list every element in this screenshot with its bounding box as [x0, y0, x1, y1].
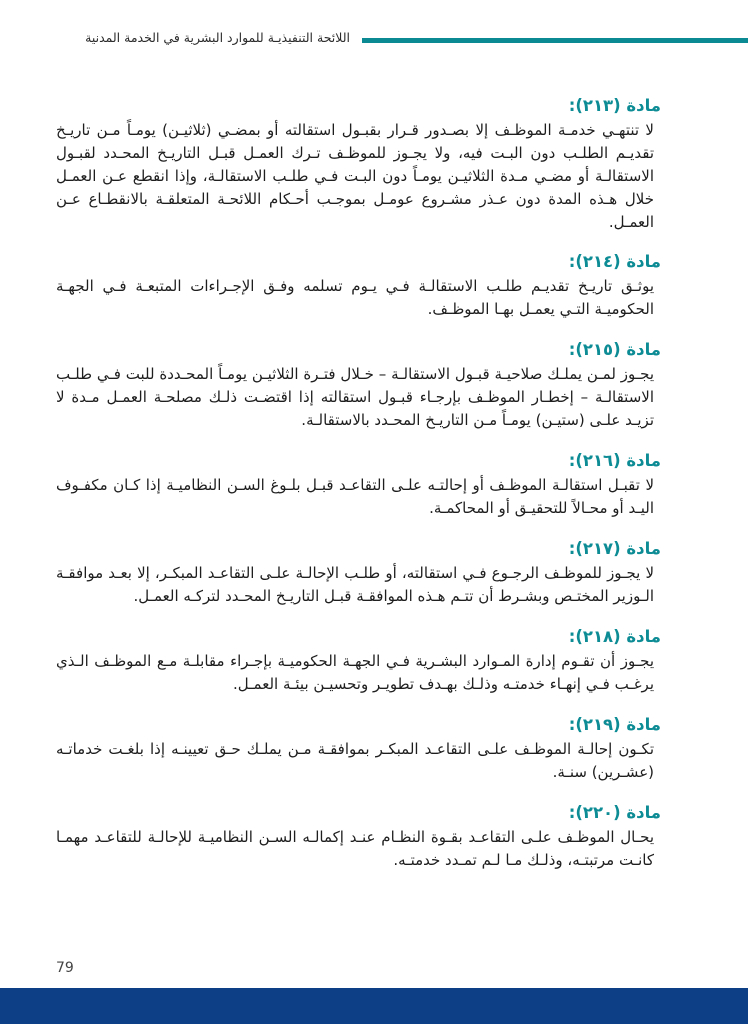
article-body: يجـوز أن تقـوم إدارة المـوارد البشـرية فـي الجهـة الحكوميـة بإجـراء مقابلـة مـع الموظـف الـذي يرغـب فـي إنهـاء خدمتـه وذلـك بهـدف تطويـر وتحسيـن بيئـة العمـل. [56, 652, 654, 693]
article-218 [56, 624, 661, 696]
article-219 [56, 712, 661, 784]
article-body: تكـون إحالـة الموظـف علـى التقاعـد المبكـر بموافقـة مـن يملـك حـق تعيينـه إذا بلغـت خدماتـه (عشـرين) سنـة. [56, 740, 654, 781]
page-header [0, 28, 748, 56]
article-title: مادة (٢١٧): [568, 539, 661, 558]
article-216 [56, 448, 661, 520]
article-body: يحـال الموظـف علـى التقاعـد بقـوة النظـام عنـد إكمالـه السـن النظاميـة للإحالـة للتقاعـد مهمـا كانـت مرتبتـه، وذلـك مـا لـم تمـدد خدمتـه. [56, 828, 654, 869]
article-220 [56, 800, 661, 872]
article-title: مادة (٢١٣): [568, 96, 661, 115]
header-accent-bar [362, 38, 748, 43]
article-214 [56, 249, 661, 321]
article-body: لا يجـوز للموظـف الرجـوع فـي استقالته، أو طلـب الإحالـة علـى التقاعـد المبكـر، إلا بعـد موافقـة الـوزير المختـص وبشـرط أن تتـم هـذه الموافقـة قبـل التاريـخ المحـدد لتركـه العمـل. [56, 564, 654, 605]
article-title: مادة (٢١٨): [568, 627, 661, 646]
article-title: مادة (٢١٩): [568, 715, 661, 734]
article-217 [56, 536, 661, 608]
article-215 [56, 337, 661, 432]
article-body: يوثـق تاريـخ تقديـم طلـب الاستقالـة فـي يـوم تسلمه وفـق الإجـراءات المتبعـة فـي الجهـة الحكوميـة التـي يعمـل بهـا الموظـف. [56, 277, 654, 318]
article-body: لا تقبـل استقالـة الموظـف أو إحالتـه علـى التقاعـد قبـل بلـوغ السـن النظاميـة إذا كـان مكفـوف اليـد أو محـالاً للتحقيـق أو المحاكمـة. [56, 476, 654, 517]
article-body: يجـوز لمـن يملـك صلاحيـة قبـول الاستقالـة – خـلال فتـرة الثلاثيـن يومـاً المحـددة للبت فـي طلـب الاستقالـة – إخطـار الموظـف بإرجـاء قبـول استقالته إذا اقتضـت ذلـك مصلحـة العمـل مـدة لا تزيـد علـى (ستيـن) يومـاً مـن التاريـخ المحـدد بالاستقالـة. [56, 365, 654, 429]
footer-bar [0, 988, 748, 1024]
article-213 [56, 93, 661, 234]
article-body: لا تنتهـي خدمـة الموظـف إلا بصـدور قـرار بقبـول استقالته أو بمضـي (ثلاثيـن) يومـاً مـن تاريـخ تقديـم الطلـب دون البـت فيه، ولا يجـوز للموظـف تـرك العمـل قبـل التاريـخ المحـدد لقبـول الاستقالـة أو مضـي مـدة الثلاثيـن يومـاً دون البـت فـي طلـب الاستقالـة، وإذا انقطع عـن العمـل خلال هـذه المدة دون عـذر مشـروع عومـل بموجـب أحـكام اللائحـة المتعلقـة بالانقطـاع عـن العمـل. [56, 121, 654, 231]
article-title: مادة (٢١٦): [568, 451, 661, 470]
header-title: اللائحة التنفيذيـة للموارد البشرية في الخدمة المدنية [85, 30, 350, 45]
articles-container [56, 93, 661, 872]
page-number: 79 [56, 960, 74, 976]
article-title: مادة (٢١٤): [568, 252, 661, 271]
article-title: مادة (٢١٥): [568, 340, 661, 359]
article-title: مادة (٢٢٠): [568, 803, 661, 822]
